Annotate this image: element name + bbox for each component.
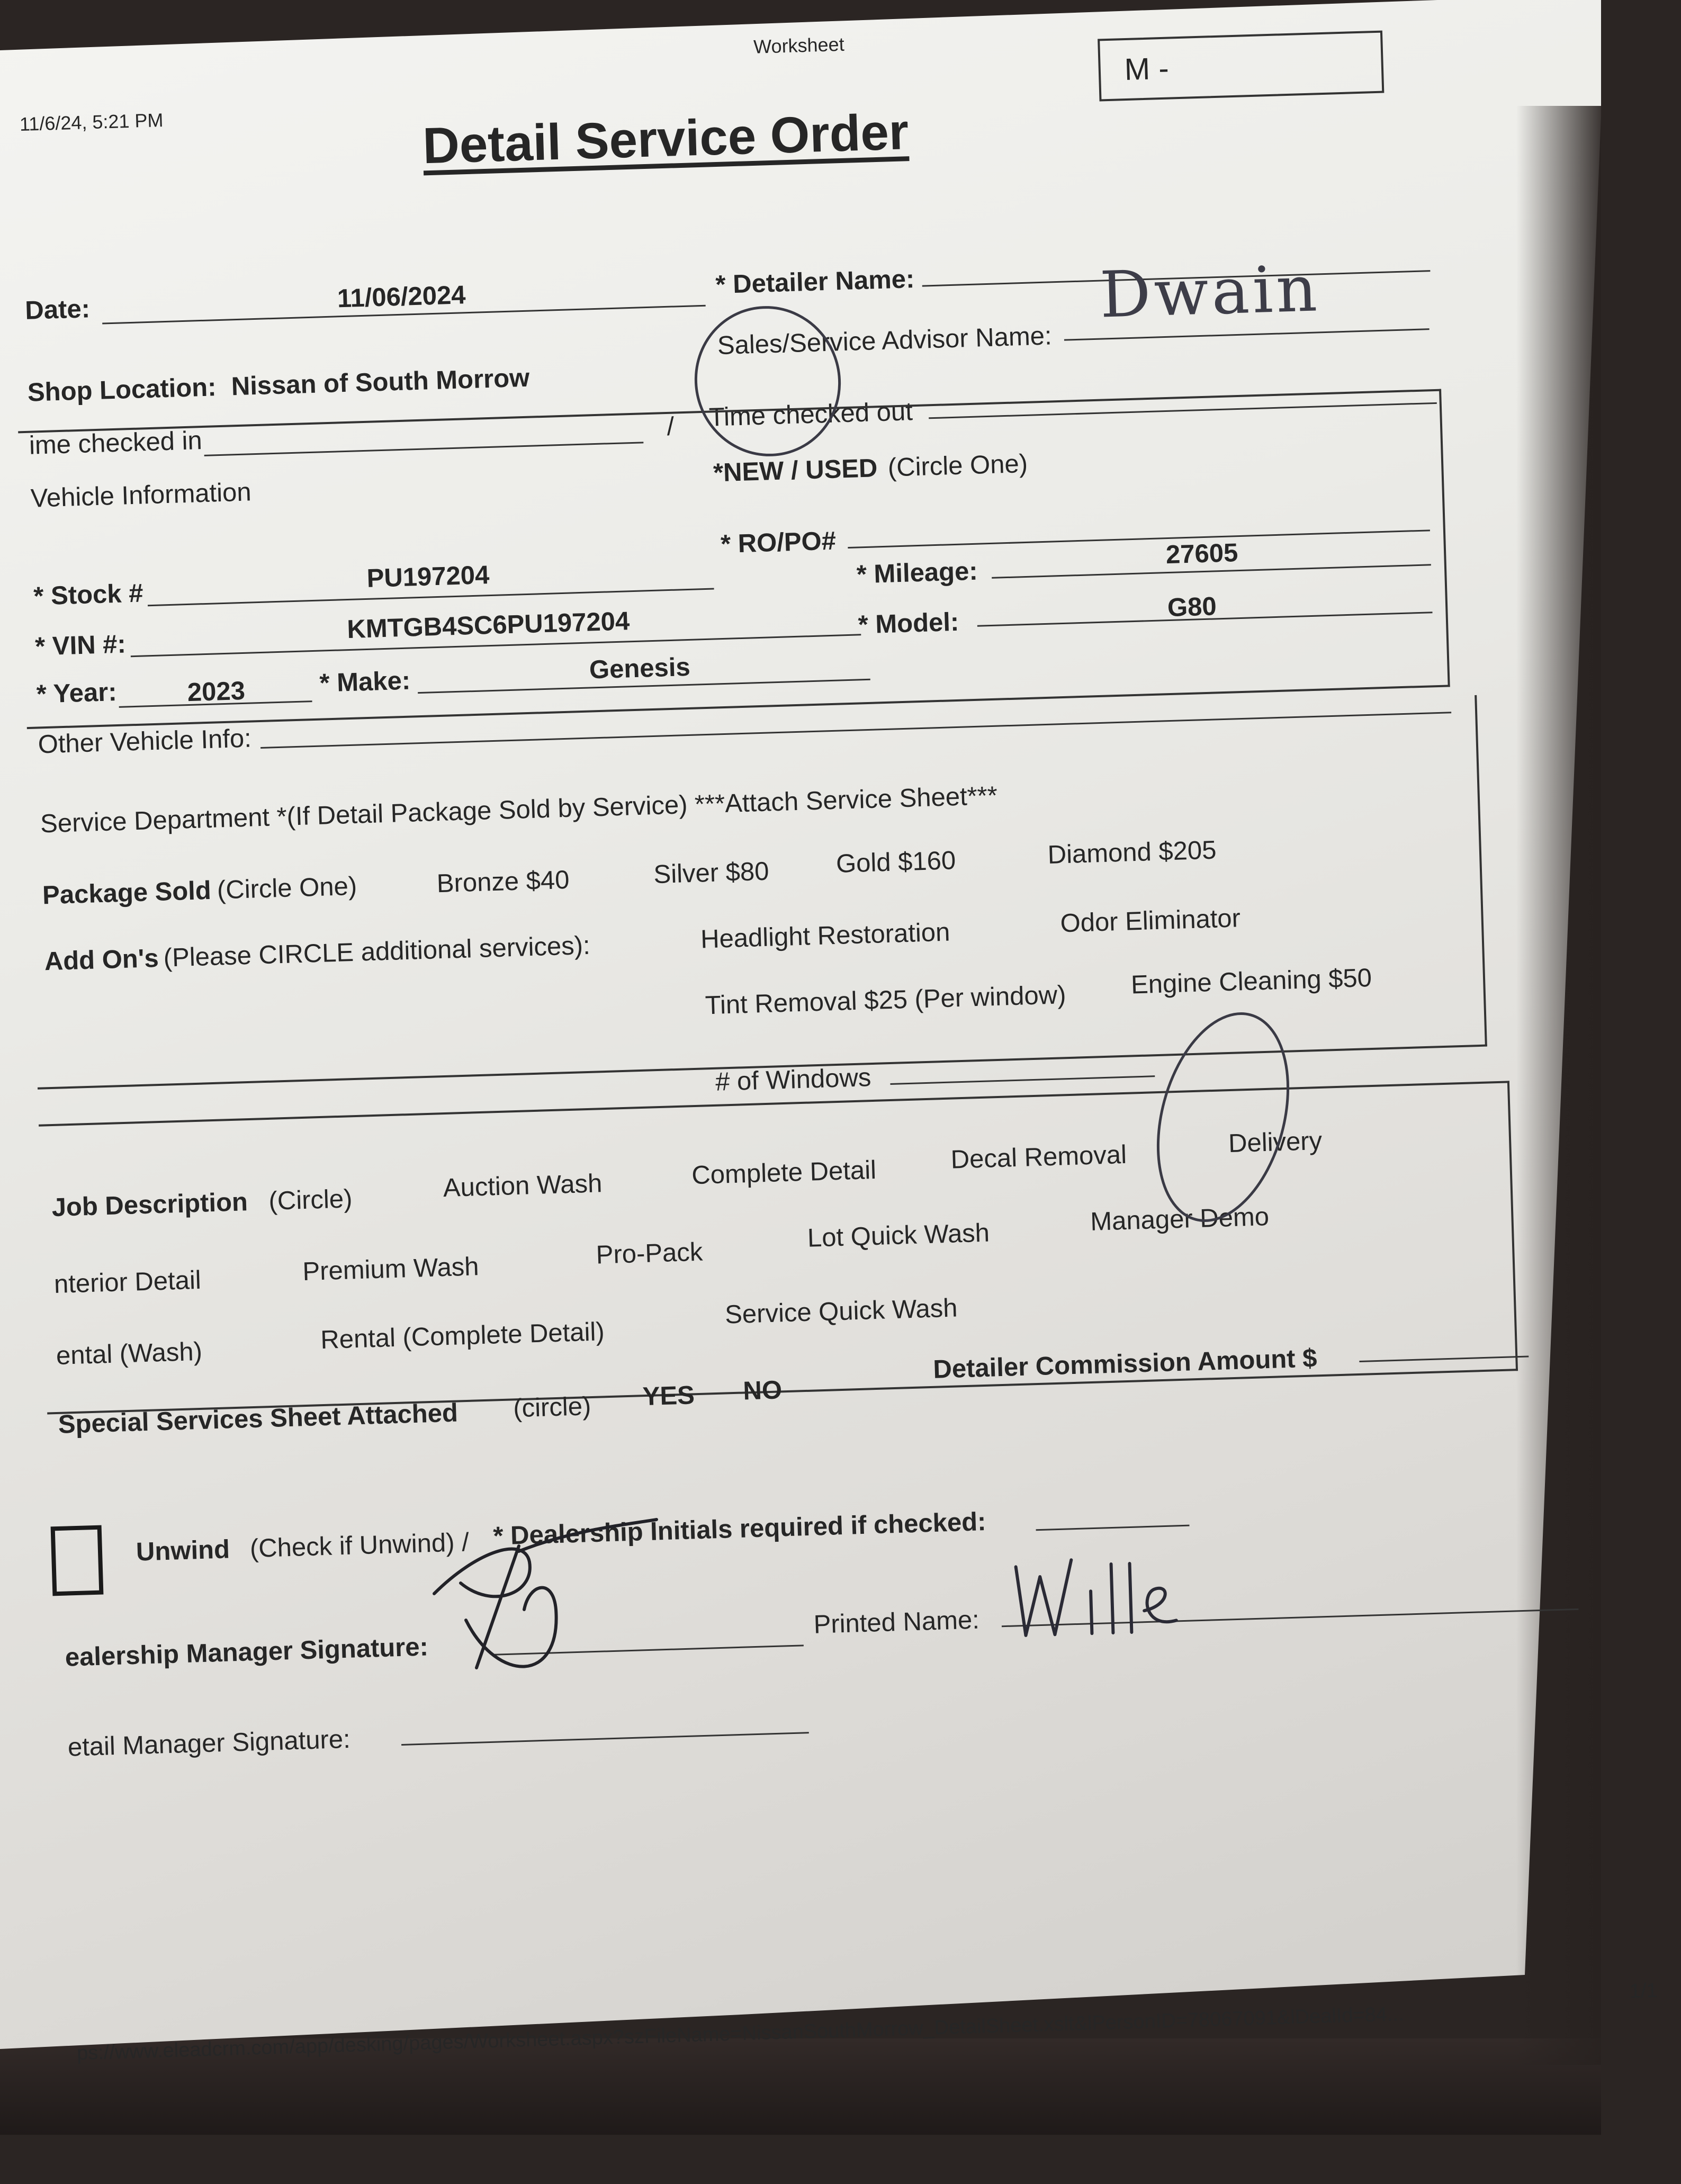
dealership-initials-label: * Dealership Initials required if checked: [492, 1507, 987, 1551]
time-separator: / [666, 412, 675, 441]
special-yes: YES [642, 1381, 695, 1412]
date-value: 11/06/2024 [337, 281, 466, 313]
other-vehicle-info-label: Other Vehicle Info: [37, 724, 252, 759]
new-used-hint: (Circle One) [887, 449, 1028, 482]
ro-po-label: * RO/PO# [720, 526, 837, 559]
job-description-hint: (Circle) [268, 1184, 353, 1216]
job-rental-complete: Rental (Complete Detail) [320, 1317, 605, 1355]
package-sold-hint: (Circle One) [217, 871, 357, 905]
job-lot-quick-wash: Lot Quick Wash [807, 1218, 990, 1253]
job-manager-demo: Manager Demo [1090, 1202, 1270, 1236]
footer-page-number: 1/1 [1629, 1979, 1658, 2003]
job-complete-detail: Complete Detail [691, 1155, 877, 1190]
package-bronze: Bronze $40 [436, 865, 570, 898]
addon-odor: Odor Eliminator [1059, 904, 1241, 938]
dealership-manager-signature-label: ealership Manager Signature: [65, 1632, 429, 1672]
stock-label: * Stock # [33, 579, 144, 611]
job-rental-wash: ental (Wash) [56, 1337, 203, 1370]
vehicle-information-label: Vehicle Information [30, 478, 252, 513]
model-value: G80 [1167, 592, 1217, 623]
time-checked-in-label: ime checked in [29, 426, 203, 460]
job-premium-wash: Premium Wash [302, 1252, 480, 1287]
page-title: Detail Service Order [421, 103, 910, 175]
printed-name-label: Printed Name: [813, 1605, 980, 1639]
addon-engine: Engine Cleaning $50 [1130, 963, 1372, 1000]
mileage-value: 27605 [1165, 538, 1239, 570]
year-label: * Year: [36, 678, 118, 709]
vin-label: * VIN #: [34, 630, 127, 661]
shop-location-value: Nissan of South Morrow [231, 363, 530, 401]
package-silver: Silver $80 [653, 857, 770, 889]
job-pro-pack: Pro-Pack [596, 1237, 704, 1270]
package-gold: Gold $160 [835, 846, 956, 878]
manager-signature-mark [434, 1520, 657, 1668]
special-services-label: Special Services Sheet Attached [58, 1398, 459, 1439]
delivery-circle-mark [1137, 999, 1309, 1235]
mileage-label: * Mileage: [856, 556, 978, 589]
time-checked-out-label: Time checked out [708, 397, 913, 432]
new-used-label: *NEW / USED [713, 454, 878, 488]
shop-location-label: Shop Location: [27, 373, 217, 407]
add-ons-label: Add On's [44, 943, 159, 976]
job-delivery: Delivery [1228, 1126, 1323, 1158]
job-decal-removal: Decal Removal [950, 1140, 1127, 1174]
job-description-label: Job Description [51, 1188, 248, 1223]
advisor-label: Sales/Service Advisor Name: [717, 321, 1053, 361]
advisor-handwritten-name: Dwain [1099, 252, 1322, 332]
addon-tint: Tint Removal $25 (Per window) [705, 981, 1067, 1020]
used-circle-mark [675, 287, 860, 475]
print-timestamp: 11/6/24, 5:21 PM [19, 109, 164, 135]
vin-value: KMTGB4SC6PU197204 [346, 607, 630, 644]
unwind-label: Unwind [136, 1535, 230, 1567]
detail-manager-signature-label: etail Manager Signature: [67, 1724, 351, 1762]
date-label: Date: [24, 294, 91, 325]
make-value: Genesis [589, 652, 691, 685]
special-services-hint: (circle) [513, 1392, 592, 1423]
unwind-hint: (Check if Unwind) / [249, 1528, 470, 1563]
package-sold-label: Package Sold [42, 876, 212, 910]
model-label: * Model: [857, 607, 959, 640]
job-interior-detail: nterior Detail [53, 1265, 202, 1299]
footer-url: ps://www.eleadcrm.com/app/desking/pages/Worksheet.aspx?szFileName=NissanSouthMorrow_DetailSheet.xslt&lPersonID=78067091&lDealId=84... [76, 2003, 1405, 2065]
job-service-quick-wash: Service Quick Wash [724, 1293, 958, 1329]
stock-value: PU197204 [366, 561, 490, 593]
commission-label: Detailer Commission Amount $ [932, 1344, 1318, 1384]
package-diamond: Diamond $205 [1047, 835, 1217, 869]
service-heading: Service Department *(If Detail Package Sold by Service) ***Attach Service Sheet*** [40, 781, 998, 839]
special-no: NO [742, 1376, 783, 1406]
detailer-name-label: * Detailer Name: [715, 265, 915, 300]
windows-label: # of Windows [715, 1063, 872, 1097]
make-label: * Make: [319, 666, 411, 698]
job-auction-wash: Auction Wash [443, 1169, 603, 1203]
stock-box-text: M - [1123, 51, 1170, 87]
addon-headlight: Headlight Restoration [700, 918, 951, 954]
worksheet-label: Worksheet [753, 33, 845, 58]
add-ons-hint: (Please CIRCLE additional services): [163, 931, 591, 973]
year-value: 2023 [187, 676, 246, 707]
